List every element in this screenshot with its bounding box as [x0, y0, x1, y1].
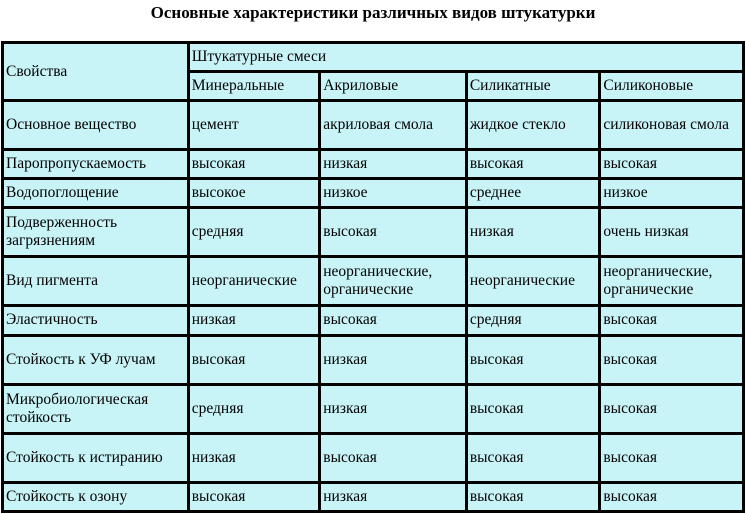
table-row: [4, 337, 742, 383]
value-cell: высокая: [468, 435, 599, 481]
value-cell: неорганические: [190, 258, 319, 304]
value-cell: высокая: [601, 484, 742, 510]
value-cell: высокая: [468, 151, 599, 177]
value-cell: силиконовая смола: [601, 102, 742, 148]
value-cell: высокая: [601, 307, 742, 333]
property-cell: Стойкость к УФ лучам: [4, 337, 187, 383]
property-cell: Микробиологическая стойкость: [4, 386, 187, 432]
value-cell: среднее: [468, 180, 599, 206]
table-row: [4, 386, 742, 432]
table-row: [4, 151, 742, 177]
table-row: [4, 258, 742, 304]
value-cell: низкая: [468, 209, 599, 255]
value-cell: высокая: [190, 337, 319, 383]
value-cell: высокая: [468, 386, 599, 432]
property-cell: Основное вещество: [4, 102, 187, 148]
value-cell: низкая: [321, 386, 465, 432]
property-cell: Паропропускаемость: [4, 151, 187, 177]
value-cell: средняя: [190, 209, 319, 255]
table-row: [4, 180, 742, 206]
value-cell: средняя: [190, 386, 319, 432]
header-row-group: [4, 44, 742, 70]
value-cell: низкая: [190, 307, 319, 333]
property-cell: Подверженность загрязнениям: [4, 209, 187, 255]
table-row: [4, 435, 742, 481]
value-cell: цемент: [190, 102, 319, 148]
value-cell: низкая: [190, 435, 319, 481]
table-row: [4, 307, 742, 333]
property-cell: Водопоглощение: [4, 180, 187, 206]
value-cell: жидкое стекло: [468, 102, 599, 148]
page-title: Основные характеристики различных видов штукатурки: [150, 3, 596, 22]
value-cell: акриловая смола: [321, 102, 465, 148]
property-cell: Стойкость к истиранию: [4, 435, 187, 481]
value-cell: высокое: [190, 180, 319, 206]
value-cell: высокая: [321, 209, 465, 255]
header-cell-group: Штукатурные смеси: [190, 44, 742, 70]
value-cell: высокая: [601, 337, 742, 383]
value-cell: средняя: [468, 307, 599, 333]
value-cell: неорганические, органические: [321, 258, 465, 304]
value-cell: высокая: [601, 386, 742, 432]
property-cell: Эластичность: [4, 307, 187, 333]
header-cell-silicate: Силикатные: [468, 73, 599, 99]
value-cell: высокая: [190, 151, 319, 177]
value-cell: низкая: [321, 484, 465, 510]
value-cell: высокая: [468, 484, 599, 510]
table-row: [4, 209, 742, 255]
value-cell: высокая: [468, 337, 599, 383]
value-cell: низкое: [601, 180, 742, 206]
property-cell: Вид пигмента: [4, 258, 187, 304]
value-cell: неорганические: [468, 258, 599, 304]
value-cell: неорганические, органические: [601, 258, 742, 304]
header-cell-acrylic: Акриловые: [321, 73, 465, 99]
value-cell: низкая: [321, 337, 465, 383]
table-row: [4, 484, 742, 510]
value-cell: высокая: [601, 151, 742, 177]
value-cell: высокая: [321, 307, 465, 333]
value-cell: высокая: [321, 435, 465, 481]
header-cell-silicone: Силиконовые: [601, 73, 742, 99]
value-cell: высокая: [190, 484, 319, 510]
property-cell: Стойкость к озону: [4, 484, 187, 510]
characteristics-table: [1, 41, 745, 513]
header-cell-mineral: Минеральные: [190, 73, 319, 99]
header-cell-property: Свойства: [4, 44, 187, 99]
value-cell: высокая: [601, 435, 742, 481]
value-cell: низкая: [321, 151, 465, 177]
value-cell: низкое: [321, 180, 465, 206]
table-row: [4, 102, 742, 148]
value-cell: очень низкая: [601, 209, 742, 255]
